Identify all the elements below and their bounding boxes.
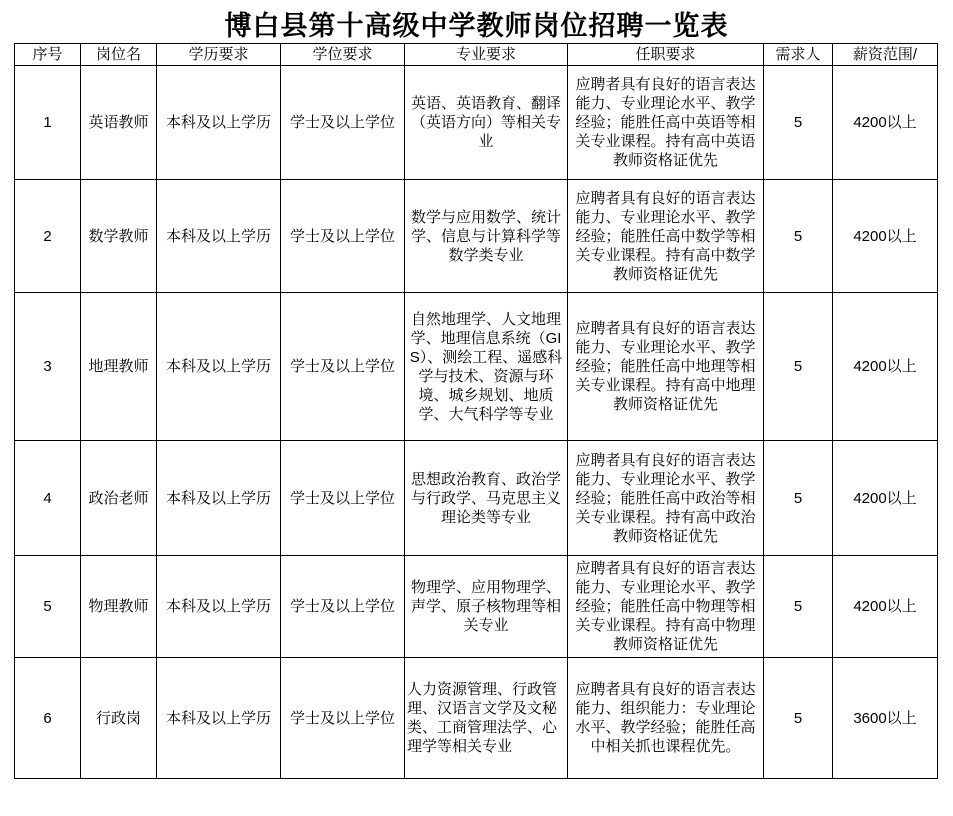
header-cell-position: 岗位名 (81, 44, 157, 66)
cell-no: 6 (15, 658, 81, 779)
cell-major: 人力资源管理、行政管理、汉语言文学及文秘类、工商管理法学、心理学等相关专业 (405, 658, 568, 779)
table-row (15, 556, 938, 658)
cell-headcount: 5 (764, 293, 833, 441)
cell-salary: 4200以上 (833, 180, 938, 293)
cell-salary: 4200以上 (833, 293, 938, 441)
cell-requirements: 应聘者具有良好的语言表达能力、专业理论水平、教学经验；能胜任高中数学等相关专业课程。持有高中数学教师资格证优先 (568, 180, 764, 293)
table-row (15, 180, 938, 293)
cell-education: 本科及以上学历 (157, 293, 281, 441)
cell-no: 4 (15, 441, 81, 556)
page-title: 博白县第十高级中学教师岗位招聘一览表 (224, 11, 729, 41)
cell-major: 自然地理学、人文地理学、地理信息系统（GIS）、测绘工程、遥感科学与技术、资源与环境、城乡规划、地质学、大气科学等专业 (405, 293, 568, 441)
cell-degree: 学士及以上学位 (281, 293, 405, 441)
cell-headcount: 5 (764, 180, 833, 293)
cell-degree: 学士及以上学位 (281, 556, 405, 658)
cell-education: 本科及以上学历 (157, 441, 281, 556)
table-row (15, 66, 938, 180)
table-row (15, 658, 938, 779)
cell-headcount: 5 (764, 556, 833, 658)
cell-requirements: 应聘者具有良好的语言表达能力、专业理论水平、教学经验；能胜任高中物理等相关专业课程。持有高中物理教师资格证优先 (568, 556, 764, 658)
cell-degree: 学士及以上学位 (281, 180, 405, 293)
cell-headcount: 5 (764, 441, 833, 556)
cell-salary: 4200以上 (833, 441, 938, 556)
cell-major: 数学与应用数学、统计学、信息与计算科学等数学类专业 (405, 180, 568, 293)
cell-requirements: 应聘者具有良好的语言表达能力、专业理论水平、教学经验；能胜任高中英语等相关专业课程。持有高中英语教师资格证优先 (568, 66, 764, 180)
cell-position: 数学教师 (81, 180, 157, 293)
cell-headcount: 5 (764, 658, 833, 779)
cell-requirements: 应聘者具有良好的语言表达能力、组织能力：专业理论水平、教学经验；能胜任高中相关抓也课程优先。 (568, 658, 764, 779)
cell-no: 2 (15, 180, 81, 293)
cell-major: 物理学、应用物理学、声学、原子核物理等相关专业 (405, 556, 568, 658)
cell-degree: 学士及以上学位 (281, 66, 405, 180)
cell-no: 1 (15, 66, 81, 180)
header-cell-major: 专业要求 (405, 44, 568, 66)
header-cell-no: 序号 (15, 44, 81, 66)
table-row (15, 293, 938, 441)
cell-education: 本科及以上学历 (157, 66, 281, 180)
cell-no: 5 (15, 556, 81, 658)
cell-education: 本科及以上学历 (157, 556, 281, 658)
recruitment-table (14, 43, 938, 779)
document-page (0, 11, 953, 816)
cell-degree: 学士及以上学位 (281, 658, 405, 779)
cell-position: 物理教师 (81, 556, 157, 658)
cell-major: 思想政治教育、政治学与行政学、马克思主义理论类等专业 (405, 441, 568, 556)
cell-salary: 4200以上 (833, 556, 938, 658)
cell-requirements: 应聘者具有良好的语言表达能力、专业理论水平、教学经验；能胜任高中政治等相关专业课程。持有高中政治教师资格证优先 (568, 441, 764, 556)
header-row (15, 44, 938, 66)
cell-headcount: 5 (764, 66, 833, 180)
cell-position: 政治老师 (81, 441, 157, 556)
header-cell-salary: 薪资范围/ (833, 44, 938, 66)
cell-salary: 3600以上 (833, 658, 938, 779)
header-cell-requirements: 任职要求 (568, 44, 764, 66)
cell-no: 3 (15, 293, 81, 441)
table-body (15, 66, 938, 779)
cell-requirements: 应聘者具有良好的语言表达能力、专业理论水平、教学经验；能胜任高中地理等相关专业课程。持有高中地理教师资格证优先 (568, 293, 764, 441)
cell-education: 本科及以上学历 (157, 180, 281, 293)
header-cell-education: 学历要求 (157, 44, 281, 66)
header-cell-headcount: 需求人 (764, 44, 833, 66)
cell-position: 英语教师 (81, 66, 157, 180)
header-cell-degree: 学位要求 (281, 44, 405, 66)
cell-position: 地理教师 (81, 293, 157, 441)
cell-position: 行政岗 (81, 658, 157, 779)
table-row (15, 441, 938, 556)
cell-salary: 4200以上 (833, 66, 938, 180)
cell-education: 本科及以上学历 (157, 658, 281, 779)
cell-major: 英语、英语教育、翻译（英语方向）等相关专业 (405, 66, 568, 180)
cell-degree: 学士及以上学位 (281, 441, 405, 556)
